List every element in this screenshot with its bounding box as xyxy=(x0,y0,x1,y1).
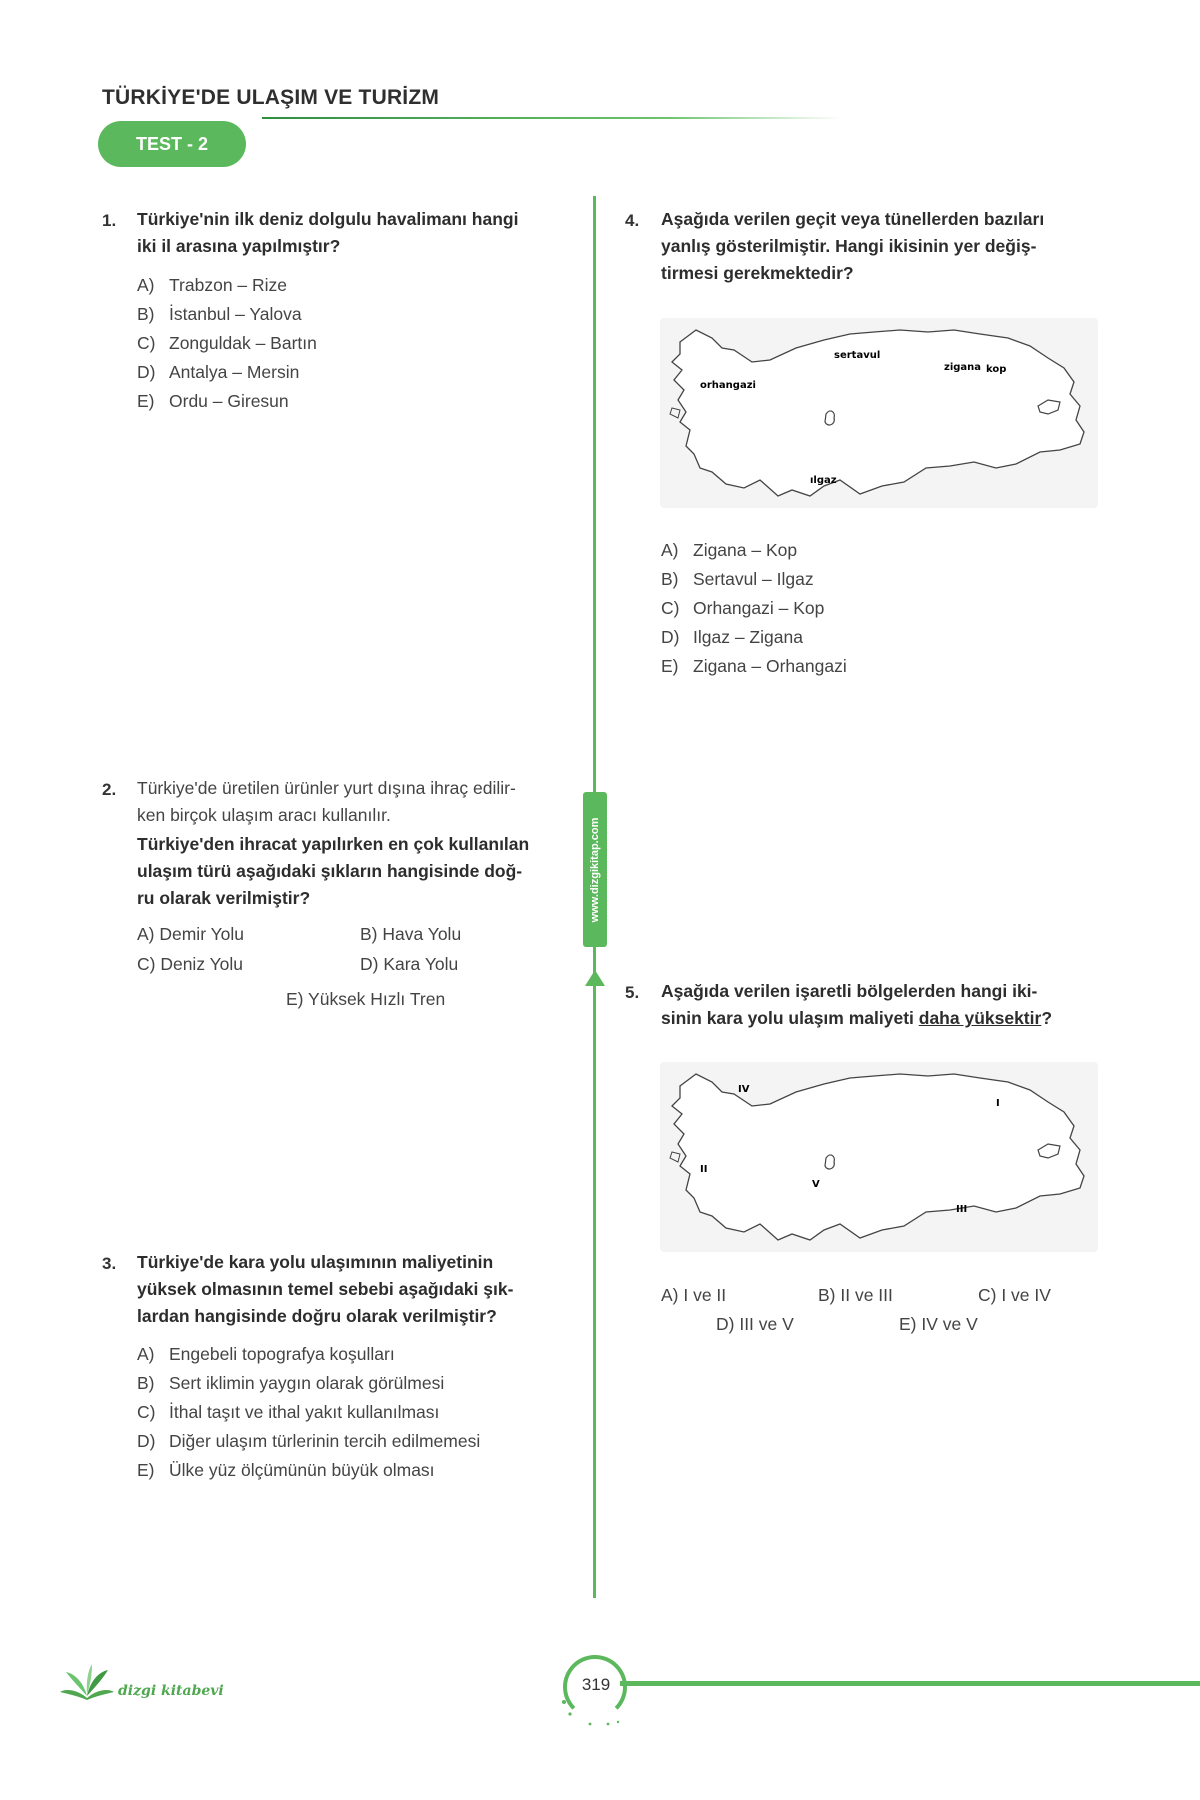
option-d[interactable]: D) Ilgaz – Zigana xyxy=(661,627,803,647)
question-4-line: yanlış gösterilmiştir. Hangi ikisinin yer değiş- xyxy=(661,236,1037,256)
question-2-intro-line: Türkiye'de üretilen ürünler yurt dışına ihraç edilir- xyxy=(137,778,516,798)
option-c[interactable]: C) Deniz Yolu xyxy=(137,954,244,974)
question-2-stem xyxy=(137,831,529,912)
question-4-number: 4. xyxy=(625,211,640,230)
question-1-line: Türkiye'nin ilk deniz dolgulu havalimanı hangi xyxy=(137,209,519,229)
option-b[interactable]: B) II ve III xyxy=(818,1285,893,1305)
option-a[interactable]: A) Trabzon – Rize xyxy=(137,275,288,295)
option-b[interactable]: B) Sert iklimin yaygın olarak görülmesi xyxy=(137,1373,445,1393)
question-3-line: yüksek olmasının temel sebebi aşağıdaki şık- xyxy=(137,1279,514,1299)
question-5-line: Aşağıda verilen işaretli bölgelerden hangi iki- xyxy=(661,981,1038,1001)
test-badge: TEST - 2 xyxy=(98,121,246,167)
option-e[interactable]: E) Ordu – Giresun xyxy=(137,391,289,411)
arrow-up-icon xyxy=(585,970,605,986)
question-1-stem xyxy=(137,206,518,260)
page-number-badge xyxy=(559,1655,641,1705)
question-4-options xyxy=(661,536,847,681)
map-label-zigana: zigana xyxy=(944,362,982,373)
leaf-book-icon xyxy=(58,1660,116,1704)
option-d[interactable]: D) Diğer ulaşım türlerinin tercih edilmemesi xyxy=(137,1431,481,1451)
question-2-line: ru olarak verilmiştir? xyxy=(137,888,311,908)
question-2-intro-line: ken birçok ulaşım aracı kullanılır. xyxy=(137,805,391,825)
option-b[interactable]: B) Hava Yolu xyxy=(360,924,462,944)
emphasis-text: daha yüksektir xyxy=(918,1008,1042,1028)
question-1-options xyxy=(137,271,317,416)
map-label-orhangazi: orhangazi xyxy=(700,380,756,391)
option-b[interactable]: B) Sertavul – Ilgaz xyxy=(661,569,814,589)
page-number: 319 xyxy=(581,1675,611,1694)
question-5-number: 5. xyxy=(625,983,640,1002)
question-4-stem xyxy=(661,206,1044,287)
question-3-stem xyxy=(137,1249,569,1330)
option-a[interactable]: A) Zigana – Kop xyxy=(661,540,798,560)
question-2-line: Türkiye'den ihracat yapılırken en çok kullanılan xyxy=(137,834,530,854)
question-2-intro xyxy=(137,775,516,829)
question-2-number: 2. xyxy=(102,780,117,799)
map-label-ilgaz: ılgaz xyxy=(810,475,837,486)
turkey-map-passes xyxy=(660,318,1098,508)
option-c[interactable]: C) Zonguldak – Bartın xyxy=(137,333,317,353)
question-5-line: sinin kara yolu ulaşım maliyeti daha yüksektir? xyxy=(661,1008,1053,1028)
option-d[interactable]: D) Antalya – Mersin xyxy=(137,362,300,382)
question-3-number: 3. xyxy=(102,1254,117,1273)
map-label-kop: kop xyxy=(986,364,1007,375)
question-4-line: Aşağıda verilen geçit veya tünellerden bazıları xyxy=(661,209,1045,229)
turkey-map-outline xyxy=(660,1062,1098,1252)
option-d[interactable]: D) III ve V xyxy=(716,1314,794,1334)
map-label-iii: III xyxy=(956,1204,968,1215)
footer-line xyxy=(620,1681,1200,1686)
map-label-ii: II xyxy=(700,1164,708,1175)
option-a[interactable]: A) Demir Yolu xyxy=(137,924,244,944)
publisher-name: dizgi kitabevi xyxy=(118,1683,224,1699)
option-c[interactable]: C) I ve IV xyxy=(978,1285,1051,1305)
question-3-line: Türkiye'de kara yolu ulaşımının maliyetinin xyxy=(137,1252,494,1272)
dots-icon xyxy=(560,1700,624,1730)
title-underline xyxy=(262,117,842,119)
option-a[interactable]: A) I ve II xyxy=(661,1285,727,1305)
map-label-sertavul: sertavul xyxy=(834,350,881,361)
question-3-options xyxy=(137,1340,480,1485)
decorative-dots xyxy=(560,1700,624,1730)
map-label-iv: IV xyxy=(738,1084,750,1095)
question-3-line: lardan hangisinde doğru olarak verilmiştir? xyxy=(137,1306,497,1326)
option-d[interactable]: D) Kara Yolu xyxy=(360,954,459,974)
question-1-line: iki il arasına yapılmıştır? xyxy=(137,236,341,256)
map-label-i: I xyxy=(996,1098,1000,1109)
turkey-map-regions xyxy=(660,1062,1098,1252)
question-5-stem xyxy=(661,978,1052,1032)
page-title: TÜRKİYE'DE ULAŞIM VE TURİZM xyxy=(102,86,440,109)
option-c[interactable]: C) Orhangazi – Kop xyxy=(661,598,825,618)
option-e[interactable]: E) Yüksek Hızlı Tren xyxy=(286,989,446,1009)
option-e[interactable]: E) Ülke yüz ölçümünün büyük olması xyxy=(137,1460,435,1480)
option-b[interactable]: B) İstanbul – Yalova xyxy=(137,304,302,324)
map-label-v: V xyxy=(812,1179,820,1190)
question-1-number: 1. xyxy=(102,211,117,230)
question-4-line: tirmesi gerekmektedir? xyxy=(661,263,854,283)
option-e[interactable]: E) IV ve V xyxy=(899,1314,978,1334)
question-2-line: ulaşım türü aşağıdaki şıkların hangisinde doğ- xyxy=(137,861,523,881)
option-c[interactable]: C) İthal taşıt ve ithal yakıt kullanılması xyxy=(137,1402,440,1422)
publisher-logo xyxy=(58,1660,116,1704)
option-a[interactable]: A) Engebeli topografya koşulları xyxy=(137,1344,395,1364)
option-e[interactable]: E) Zigana – Orhangazi xyxy=(661,656,847,676)
website-tab xyxy=(583,792,607,947)
turkey-map-outline xyxy=(660,318,1098,508)
website-tab-text: www.dizgikitap.com xyxy=(589,817,601,922)
